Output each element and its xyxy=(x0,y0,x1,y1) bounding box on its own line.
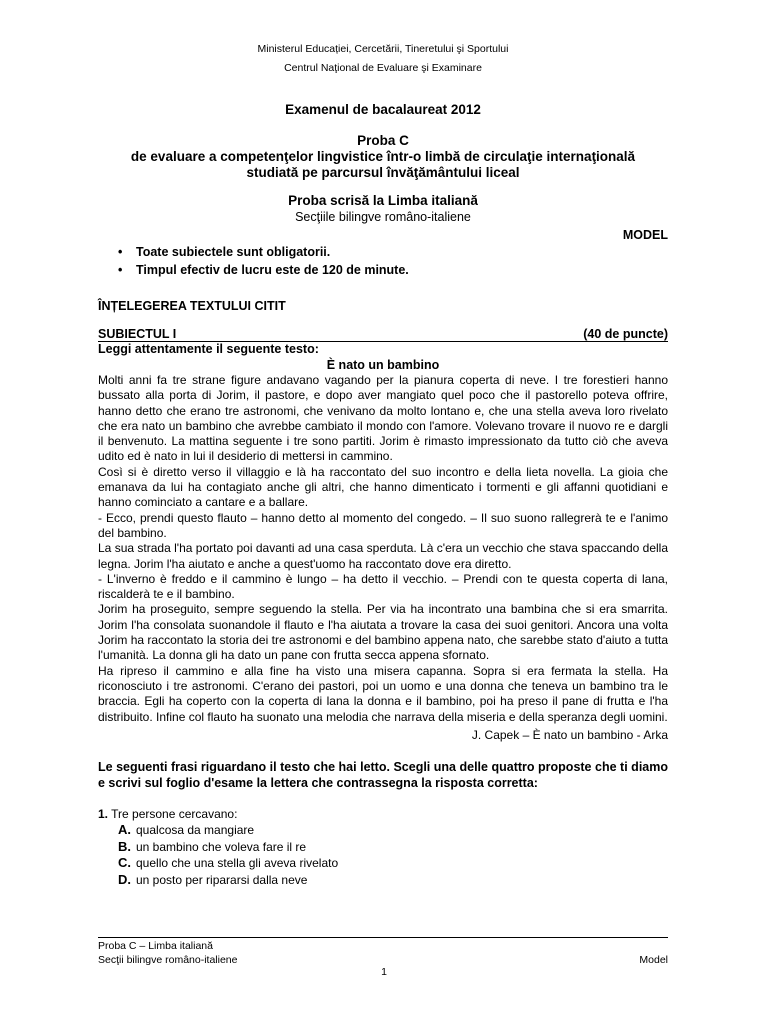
center-header: Centrul Naţional de Evaluare şi Examinare xyxy=(284,62,482,74)
story-paragraph: La sua strada l'ha portato poi davanti ad una casa sperduta. Là c'era un vecchio che stava spaccando della legna. Jorim l'ha aiutato e anche a quest'uomo ha raccontato dove era diretto. xyxy=(98,541,668,571)
answer-option-b xyxy=(98,839,668,856)
subject-header xyxy=(98,327,668,342)
rules-list xyxy=(98,243,668,279)
sections-subtitle: Secţiile bilingve româno-italiene xyxy=(295,210,471,224)
option-text: quello che una stella gli aveva rivelato xyxy=(136,856,339,871)
model-label: MODEL xyxy=(622,228,668,242)
page-footer xyxy=(98,939,668,967)
footer-proba: Proba C – Limba italiană xyxy=(98,940,213,952)
story-source: J. Capek – È nato un bambino - Arka xyxy=(471,727,668,742)
story-paragraph: - L'inverno è freddo e il cammino è lungo – ha detto il vecchio. – Prendi con te questa coperta di lana, riscalderà te e il bambino. xyxy=(98,571,668,602)
story-paragraph: Così si è diretto verso il villaggio e là ha raccontato del suo incontro e della lieta novella. La gioia che emanava da lui ha contagiato anche gli altri, che hanno dimenticato i tormenti e gli affanni quotidiani e hanno cominciato a cantare e a ballare. xyxy=(98,464,668,510)
footer-sections: Secţii bilingve româno-italiene xyxy=(98,954,238,966)
proba-subtitle-2: studiată pe parcursul învăţământului liceal xyxy=(246,165,520,180)
story-paragraph: Molti anni fa tre strane figure andavano vagando per la pianura coperta di neve. I tre forestieri hanno bussato alla porta di Jorim, il pastore, e dopo aver mangiato quel poco che il pastorello poteva offrire, hanno detto che erano tre astronomi, che venivano da molto lontano e, che una stella aveva loro rivelato che era nato un bambino che avrebbe cambiato il mondo con l'amore. Volevano trovare il nuovo re e dargli il benvenuto. La mattina seguente i tre sono partiti. Jorim è rimasto impressionato da tutto ciò che aveva udito ed è nato in lui il desiderio di mettersi in cammino. xyxy=(98,373,668,464)
answer-option-a xyxy=(98,822,668,839)
answer-option-c xyxy=(98,855,668,872)
page-number: 1 xyxy=(381,966,387,978)
question-text: Tre persone cercavano: xyxy=(111,806,238,821)
option-letter: C. xyxy=(118,855,131,871)
written-test-title: Proba scrisă la Limba italiană xyxy=(288,193,478,208)
option-text: un posto per ripararsi dalla neve xyxy=(136,872,308,887)
proba-title: Proba C xyxy=(357,133,409,148)
option-letter: A. xyxy=(118,822,131,838)
question-1 xyxy=(98,807,668,823)
question-number: 1. xyxy=(98,806,109,821)
option-letter: B. xyxy=(118,838,131,854)
story-paragraph: - Ecco, prendi questo flauto – hanno detto al momento del congedo. – Il suo suono rallegrerà te e l'animo del bambino. xyxy=(98,510,668,540)
reading-instruction: Leggi attentamente il seguente testo: xyxy=(98,342,319,356)
footer-divider xyxy=(98,937,668,938)
proba-subtitle-1: de evaluare a competenţelor lingvistice într-o limbă de circulaţie internaţională xyxy=(130,149,636,164)
option-text: un bambino che voleva fare il re xyxy=(136,839,307,854)
rule-item: • Timpul efectiv de lucru este de 120 de minute. xyxy=(118,261,668,279)
story-title: È nato un bambino xyxy=(326,358,440,372)
story-paragraph: Ha ripreso il cammino e alla fine ha visto una misera capanna. Sopra si era fermata la stella. Ha riconosciuto i tre astronomi. C'erano dei pastori, poi un uomo e una donna che teneva un bambino tra le braccia. Egli ha coperto con la coperta di lana la donna e il bambino, poi ha preso il pane di frutta e l'ha distribuito. Infine col flauto ha suonato una melodia che narrava della miseria e della speranza degli uomini. xyxy=(98,663,668,724)
ministry-header: Ministerul Educației, Cercetării, Tineretului şi Sportului xyxy=(257,43,509,55)
rule-item: • Toate subiectele sunt obligatorii. xyxy=(118,243,668,261)
option-text: qualcosa da mangiare xyxy=(136,823,255,838)
exam-title: Examenul de bacalaureat 2012 xyxy=(285,102,481,117)
question-instructions: Le seguenti frasi riguardano il testo che hai letto. Scegli una delle quattro proposte che ti diamo e scrivi sul foglio d'esame la lettera che contrassegna la risposta corretta: xyxy=(98,759,668,790)
answer-option-d xyxy=(98,872,668,889)
story-text xyxy=(98,373,668,725)
footer-model: Model xyxy=(639,954,668,966)
subject-points: (40 de puncte) xyxy=(583,327,668,341)
story-paragraph: Jorim ha proseguito, sempre seguendo la stella. Per via ha incontrato una bambina che si era smarrita. Jorim l'ha consolata suonandole il flauto e l'ha aiutata a trovare la casa dei suoi genitori. Ancora una volta Jorim ha raccontato la storia dei tre astronomi e del bambino appena nato, che sarebbe stato d'aiuto a tutta l'umanità. La donna gli ha dato un pane con frutta secca appena sfornato. xyxy=(98,602,668,663)
section-title: ÎNȚELEGEREA TEXTULUI CITIT xyxy=(98,299,286,313)
document-page xyxy=(98,0,668,888)
subject-label: SUBIECTUL I xyxy=(98,327,177,341)
option-letter: D. xyxy=(118,871,131,887)
